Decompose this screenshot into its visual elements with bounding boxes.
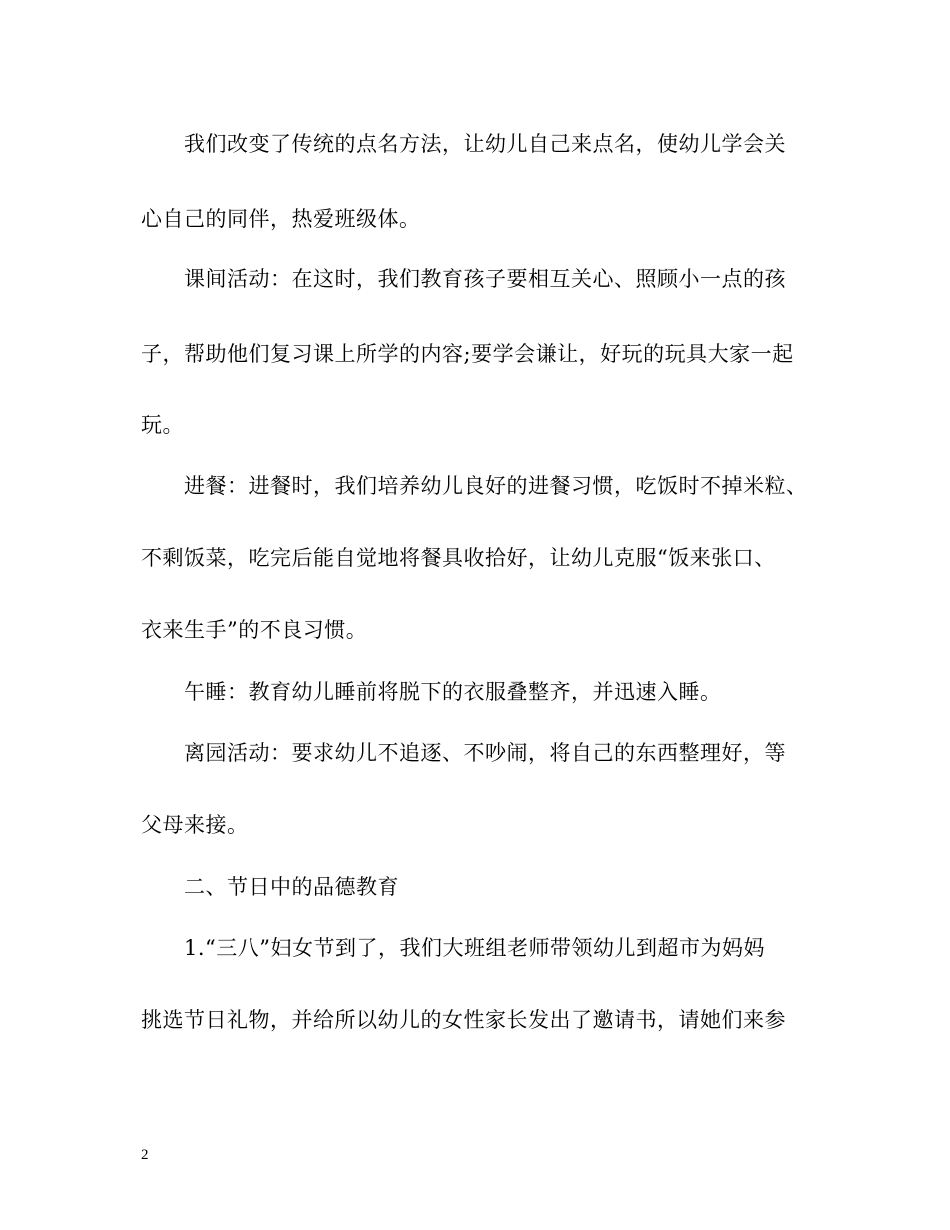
text-line: 不剩饭菜，吃完后能自觉地将餐具收拾好，让幼儿克服“饭来张口、 (141, 546, 776, 570)
text-line: 1.“三八”妇女节到了，我们大班组老师带领幼儿到超市为妈妈 (184, 936, 766, 960)
text-line: 我们改变了传统的点名方法，让幼儿自己来点名，使幼儿学会关 (184, 132, 786, 156)
text-line: 心自己的同伴，热爱班级体。 (141, 207, 421, 231)
text-line: 离园活动：要求幼儿不追逐、不吵闹，将自己的东西整理好，等 (184, 741, 786, 765)
page-number: 2 (141, 1147, 149, 1163)
text-line: 午睡：教育幼儿睡前将脱下的衣服叠整齐，并迅速入睡。 (184, 680, 722, 704)
text-line: 挑选节日礼物，并给所以幼儿的女性家长发出了邀请书，请她们来参 (141, 1008, 786, 1032)
text-line: 课间活动：在这时，我们教育孩子要相互关心、照顾小一点的孩 (184, 267, 786, 291)
text-line: 衣来生手”的不良习惯。 (141, 618, 368, 642)
text-line: 子，帮助他们复习课上所学的内容;要学会谦让，好玩的玩具大家一起 (141, 342, 794, 366)
section-heading: 二、节日中的品德教育 (184, 875, 399, 899)
text-line: 父母来接。 (141, 813, 249, 837)
text-line: 进餐：进餐时，我们培养幼儿良好的进餐习惯，吃饭时不掉米粒、 (184, 474, 808, 498)
text-line: 玩。 (141, 413, 184, 437)
